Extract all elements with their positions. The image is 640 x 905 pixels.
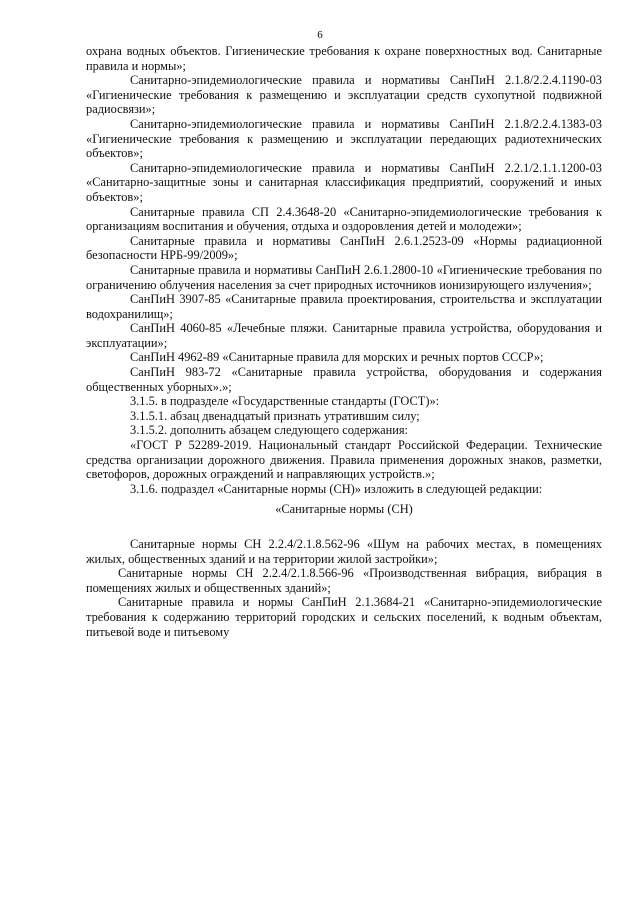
paragraph: Санитарно-эпидемиологические правила и нормативы СанПиН 2.1.8/2.2.4.1190-03 «Гигиенические требования к размещению и эксплуатации средств сухопутной подвижной радиосвязи»; (86, 73, 602, 117)
paragraph: 3.1.5. в подразделе «Государственные стандарты (ГОСТ)»: (130, 394, 440, 409)
paragraph: СанПиН 3907-85 «Санитарные правила проектирования, строительства и эксплуатации водохранилищ»; (86, 292, 602, 321)
page-number: 6 (317, 29, 323, 41)
document-body (86, 44, 602, 639)
section-heading: «Санитарные нормы (СН) (275, 502, 413, 517)
paragraph: Санитарные правила и нормативы СанПиН 2.6.1.2523-09 «Нормы радиационной безопасности НРБ-99/2009»; (86, 233, 602, 263)
paragraph: охрана водных объектов. Гигиенические требования к охране поверхностных вод. Санитарные правила и нормы»; (86, 44, 602, 73)
paragraph: СанПиН 983-72 «Санитарные правила устройства, оборудования и содержания общественных уборных».»; (86, 365, 602, 394)
paragraph: 3.1.5.1. абзац двенадцатый признать утратившим силу; (130, 408, 420, 423)
paragraph: Санитарные правила и нормы СанПиН 2.1.3684-21 «Санитарно-эпидемиологические требования к содержанию территорий городских и сельских поселений, к водным объектам, питьевой воде и питьевому (86, 595, 602, 639)
paragraph: Санитарно-эпидемиологические правила и нормативы СанПиН 2.2.1/2.1.1.1200-03 «Санитарно-защитные зоны и санитарная классификация предприятий, сооружений и иных объектов»; (86, 160, 602, 204)
paragraph: Санитарные правила СП 2.4.3648-20 «Санитарно-эпидемиологические требования к организациям воспитания и обучения, отдыха и оздоровления детей и молодежи»; (86, 204, 602, 234)
paragraph: СанПиН 4962-89 «Санитарные правила для морских и речных портов СССР»; (130, 350, 544, 365)
paragraph: Санитарные нормы СН 2.2.4/2.1.8.566-96 «Производственная вибрация, вибрация в помещениях жилых и общественных зданий»; (86, 566, 602, 595)
paragraph: Санитарные правила и нормативы СанПиН 2.6.1.2800-10 «Гигиенические требования по ограничению облучения населения за счет природных источников ионизирующего излучения»; (86, 262, 602, 292)
paragraph: 3.1.6. подраздел «Санитарные нормы (СН)» изложить в следующей редакции: (130, 481, 543, 496)
paragraph: 3.1.5.2. дополнить абзацем следующего содержания: (130, 423, 408, 438)
paragraph: «ГОСТ Р 52289-2019. Национальный стандарт Российской Федерации. Технические средства организации дорожного движения. Правила применения дорожных знаков, разметки, светофоров, дорожных ограждений и направляющих устройств.»; (86, 438, 602, 482)
paragraph: Санитарно-эпидемиологические правила и нормативы СанПиН 2.1.8/2.2.4.1383-03 «Гигиенические требования к размещению и эксплуатации передающих радиотехнических объектов»; (86, 116, 602, 161)
paragraph: СанПиН 4060-85 «Лечебные пляжи. Санитарные правила устройства, оборудования и эксплуатации»; (86, 321, 602, 350)
paragraph: Санитарные нормы СН 2.2.4/2.1.8.562-96 «Шум на рабочих местах, в помещениях жилых, общественных зданий и на территории жилой застройки»; (86, 537, 602, 566)
